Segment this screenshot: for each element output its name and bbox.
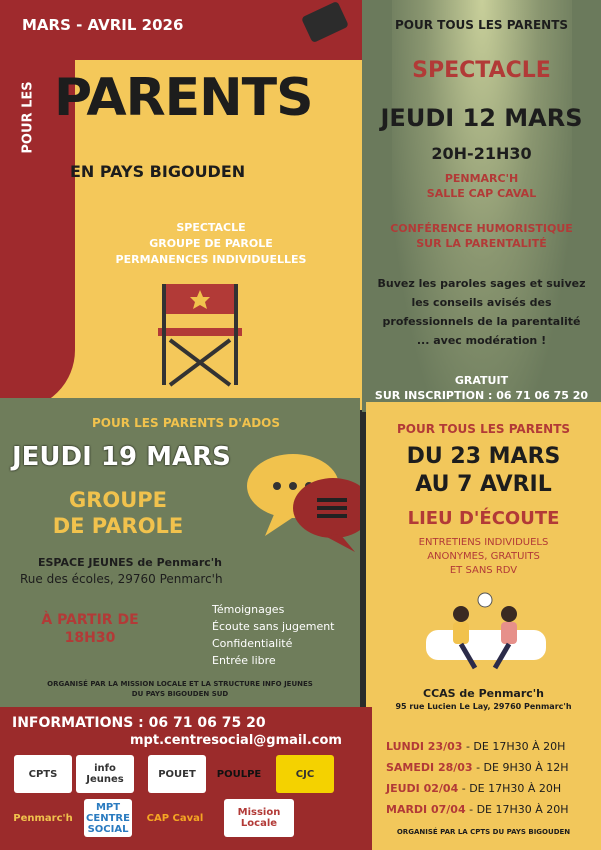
description — [362, 274, 601, 350]
cpts-logo: CPTS — [14, 755, 72, 793]
audience-label: POUR TOUS LES PARENTS — [394, 18, 569, 32]
info-label: INFORMATIONS : — [12, 715, 144, 731]
info-phone[interactable]: 06 71 06 75 20 — [148, 715, 266, 731]
detail-list — [366, 536, 601, 578]
top-left-panel — [0, 0, 372, 410]
audience-label: POUR LES PARENTS D'ADOS — [92, 416, 281, 430]
audience-label: POUR TOUS LES PARENTS — [396, 422, 571, 436]
poulpe-logo: POULPE — [216, 768, 262, 780]
en-pays-bigouden: EN PAYS BIGOUDEN — [70, 162, 246, 181]
conversation-illustration — [421, 592, 551, 674]
feature-1: Témoignages — [212, 603, 285, 616]
detail-2: ANONYMES, GRATUITS — [427, 551, 540, 562]
from-line-1: À PARTIR DE — [41, 612, 139, 628]
speech-bubbles-icon — [245, 446, 360, 556]
address-label: 95 rue Lucien Le Lay, 29760 Penmarc'h — [395, 702, 572, 711]
mid-left-panel — [0, 398, 360, 716]
mission-locale-logo: Mission Locale — [224, 799, 294, 837]
event-date: JEUDI 12 MARS — [380, 104, 583, 132]
pouet-logo: POUET — [148, 755, 206, 793]
info-jeunes-logo: info Jeunes — [76, 755, 134, 793]
schedule-row — [386, 736, 569, 757]
from-line-2: 18H30 — [64, 630, 116, 646]
pour-les-label: POUR LES — [20, 81, 36, 154]
schedule-hours: - DE 17H30 À 20H — [462, 740, 566, 753]
event-line-1: GROUPE — [68, 488, 168, 512]
parents-title: PARENTS — [54, 68, 313, 128]
price-label: GRATUIT — [454, 374, 509, 387]
schedule-row — [386, 757, 569, 778]
activity-list — [100, 220, 322, 268]
activity-1: SPECTACLE — [176, 221, 246, 234]
event-date: JEUDI 19 MARS — [12, 442, 231, 472]
schedule-row — [386, 778, 569, 799]
schedule-day: SAMEDI 28/03 — [386, 761, 473, 774]
schedule-row — [386, 799, 569, 820]
schedule-hours: - DE 17H30 À 20H — [458, 782, 562, 795]
date-range: MARS - AVRIL 2026 — [22, 16, 184, 34]
description-line-1: Buvez les paroles sages et suivez — [377, 277, 586, 290]
detail-3: ET SANS RDV — [449, 565, 518, 576]
place-line-2: SALLE CAP CAVAL — [426, 187, 537, 200]
place-line-1: PENMARC'H — [444, 172, 519, 185]
activity-2: GROUPE DE PAROLE — [149, 237, 273, 250]
subtitle-line-2: SUR LA PARENTALITÉ — [416, 237, 547, 250]
date-line-2: AU 7 AVRIL — [415, 472, 552, 497]
schedule-list — [386, 736, 569, 820]
mpt-centre-social-logo: MPT CENTRE SOCIAL — [84, 799, 132, 837]
description-line-2: les conseils avisés des — [411, 296, 552, 309]
curtain-left — [0, 0, 75, 410]
penmarch-logo: Penmarc'h — [13, 812, 73, 824]
director-chair-icon — [150, 280, 250, 390]
feature-2: Écoute sans jugement — [212, 620, 335, 633]
date-line-1: DU 23 MARS — [406, 444, 561, 469]
schedule-hours: - DE 17H30 À 20H — [465, 803, 569, 816]
description-line-4: ... avec modération ! — [416, 334, 547, 347]
feature-3: Confidentialité — [212, 637, 293, 650]
subtitle-line-1: CONFÉRENCE HUMORISTIQUE — [390, 222, 573, 235]
detail-1: ENTRETIENS INDIVIDUELS — [418, 537, 549, 548]
venue-label: CCAS de Penmarc'h — [423, 687, 544, 700]
mid-right-panel — [366, 402, 601, 850]
schedule-day: LUNDI 23/03 — [386, 740, 463, 753]
event-line-2: DE PAROLE — [52, 514, 184, 538]
event-label: LIEU D'ÉCOUTE — [407, 508, 560, 529]
event-type: SPECTACLE — [412, 58, 551, 83]
info-line — [12, 715, 266, 731]
info-email[interactable]: mpt.centresocial@gmail.com — [130, 733, 342, 748]
activity-3: PERMANENCES INDIVIDUELLES — [115, 253, 307, 266]
signup-label: SUR INSCRIPTION : 06 71 06 75 20 — [374, 389, 589, 402]
bottom-left-panel — [0, 707, 372, 850]
event-time: 20H-21H30 — [431, 144, 532, 163]
schedule-hours: - DE 9H30 À 12H — [472, 761, 569, 774]
address-label: Rue des écoles, 29760 Penmarc'h — [20, 572, 223, 586]
schedule-day: JEUDI 02/04 — [386, 782, 459, 795]
venue-label: ESPACE JEUNES de Penmarc'h — [38, 556, 222, 569]
organizer-line-1: ORGANISÉ PAR LA MISSION LOCALE ET LA STRUCTURE INFO JEUNES — [47, 680, 313, 688]
top-right-panel — [362, 0, 601, 412]
cjc-logo: CJC — [276, 755, 334, 793]
description-line-3: professionnels de la parentalité — [382, 315, 581, 328]
schedule-day: MARDI 07/04 — [386, 803, 466, 816]
cap-caval-logo: CAP Caval — [146, 812, 204, 824]
organizer-label: ORGANISÉ PAR LA CPTS DU PAYS BIGOUDEN — [396, 828, 571, 836]
organizer-line-2: DU PAYS BIGOUDEN SUD — [131, 690, 229, 698]
feature-4: Entrée libre — [212, 654, 276, 667]
feature-list — [212, 601, 335, 669]
